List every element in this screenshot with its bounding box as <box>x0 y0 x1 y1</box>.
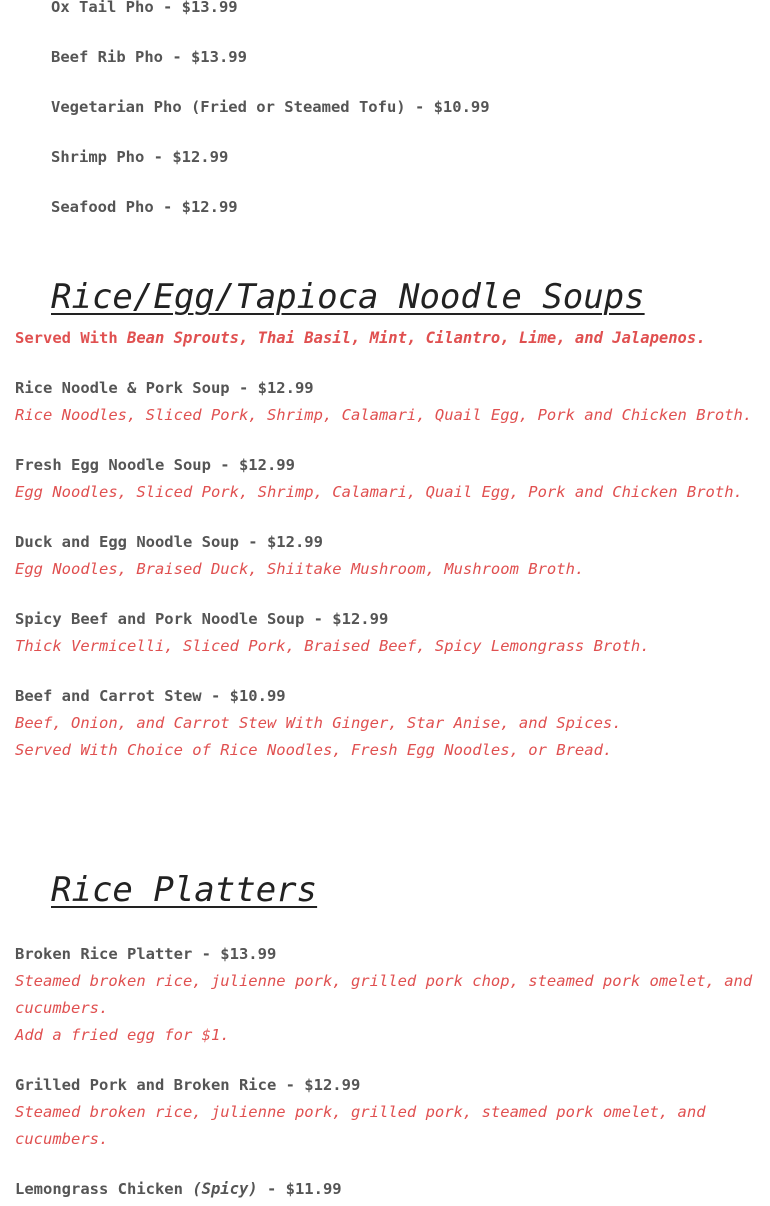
menu-item-name: Spicy Beef and Pork Noodle Soup - $12.99 <box>15 610 389 628</box>
served-with-list: Bean Sprouts, Thai Basil, Mint, Cilantro, Lime, and Jalapenos. <box>126 329 706 347</box>
served-with-note <box>15 328 706 348</box>
menu-item-description: Egg Noodles, Braised Duck, Shiitake Mushroom, Mushroom Broth. <box>15 560 585 578</box>
menu-item-description: Served With Choice of Rice Noodles, Fresh Egg Noodles, or Bread. <box>15 741 613 759</box>
menu-item-description: Rice Noodles, Sliced Pork, Shrimp, Calamari, Quail Egg, Pork and Chicken Broth. <box>15 406 753 424</box>
section-heading-noodle-soups: Rice/Egg/Tapioca Noodle Soups <box>51 277 645 317</box>
menu-item-description: Thick Vermicelli, Sliced Pork, Braised Beef, Spicy Lemongrass Broth. <box>15 637 650 655</box>
menu-item-price: - $11.99 <box>257 1180 342 1198</box>
menu-item-name <box>15 1179 342 1199</box>
menu-item-description: Egg Noodles, Sliced Pork, Shrimp, Calamari, Quail Egg, Pork and Chicken Broth. <box>15 483 743 501</box>
menu-item-description: cucumbers. <box>15 999 109 1017</box>
menu-item-name: Beef and Carrot Stew - $10.99 <box>15 687 286 705</box>
menu-item-description: Steamed broken rice, julienne pork, grilled pork chop, steamed pork omelet, and <box>15 972 753 990</box>
menu-item-name: Seafood Pho - $12.99 <box>51 198 238 216</box>
menu-item-description: Beef, Onion, and Carrot Stew With Ginger, Star Anise, and Spices. <box>15 714 622 732</box>
menu-item-description: Steamed broken rice, julienne pork, grilled pork, steamed pork omelet, and <box>15 1103 706 1121</box>
menu-item-name: Vegetarian Pho (Fried or Steamed Tofu) - $10.99 <box>51 98 490 116</box>
menu-item-name: Ox Tail Pho - $13.99 <box>51 0 238 16</box>
section-heading-rice-platters: Rice Platters <box>51 870 318 910</box>
menu-item-description: cucumbers. <box>15 1130 109 1148</box>
menu-item-name: Rice Noodle & Pork Soup - $12.99 <box>15 379 314 397</box>
menu-item-name: Grilled Pork and Broken Rice - $12.99 <box>15 1076 361 1094</box>
served-with-prefix: Served With <box>15 329 127 347</box>
menu-item-name: Beef Rib Pho - $13.99 <box>51 48 247 66</box>
menu-item-name-start: Lemongrass Chicken <box>15 1180 193 1198</box>
menu-item-name: Broken Rice Platter - $13.99 <box>15 945 277 963</box>
menu-item-name: Fresh Egg Noodle Soup - $12.99 <box>15 456 295 474</box>
menu-item-description: Add a fried egg for $1. <box>15 1026 230 1044</box>
menu-item-name: Shrimp Pho - $12.99 <box>51 148 229 166</box>
menu-item-name: Duck and Egg Noodle Soup - $12.99 <box>15 533 323 551</box>
spicy-label: (Spicy) <box>192 1180 258 1198</box>
